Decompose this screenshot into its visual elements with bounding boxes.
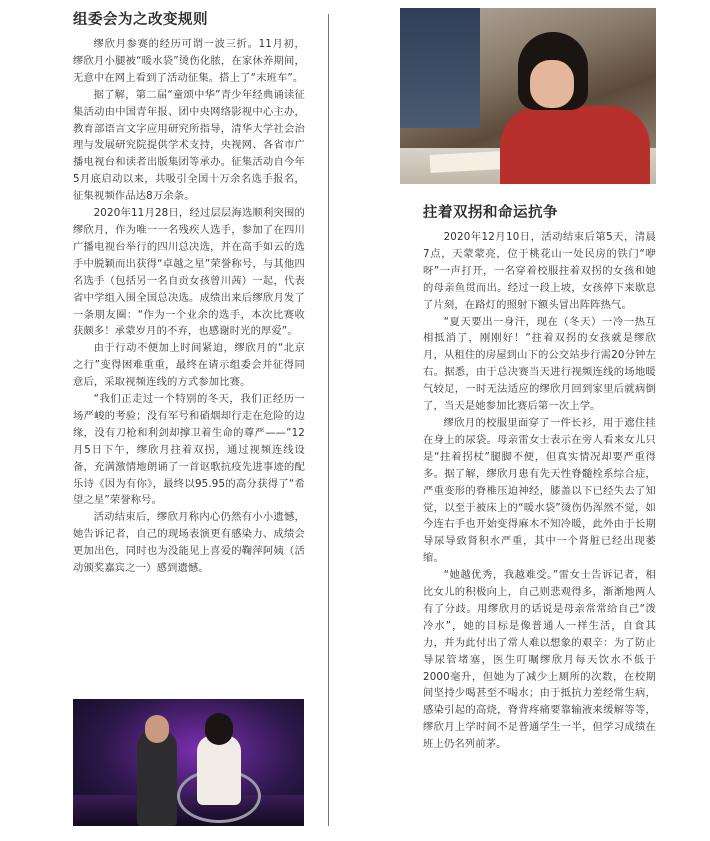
paragraph: “夏天要出一身汗，现在（冬天）一冷一热互相抵消了，刚刚好！”拄着双拐的女孩就是缪欣月，从租住的房屋到山下的公交站步行需20分钟左右。据悉，由于总决赛当天进行视频连线的场地暖气较足，一时无法适应的缪欣月回到家里后就病倒了，当天是她参加比赛后第一次上学。 <box>423 315 656 413</box>
paragraph: 2020年12月10日，活动结束后第5天，清晨7点，天蒙蒙亮，位于桃花山一处民房的铁门“咿呀”一声打开，一名穿着校服拄着双拐的女孩和她的母亲鱼贯而出。经过一段上坡，女孩停下来歇息了片刻，在路灯的照射下额头冒出阵阵热气。 <box>423 231 656 311</box>
paragraph: “我们正走过一个特别的冬天，我们正经历一场严峻的考验；没有军号和硝烟却行走在危险的边缘，没有刀枪和利剑却撑卫着生命的尊严——”12月5日下午，缪欣月拄着双拐，通过视频连线设备，充满激情地朗诵了一首讴歌抗疫先进事迹的配乐诗《因为有你》，最终以95.95的高分获得了“希望之星”荣誉称号。 <box>73 393 305 507</box>
section-heading-rules: 组委会为之改变规则 <box>73 12 208 28</box>
paragraph: 缪欣月参赛的经历可谓一波三折。11月初，缪欣月小腿被“暖水袋”烫伤化脓，在家休养期间，无意中在网上看到了活动征集。搭上了“末班车”。 <box>73 38 305 84</box>
column-divider <box>328 14 329 826</box>
photo-girl-studying <box>400 8 656 184</box>
left-column <box>73 8 305 577</box>
section-heading-crutches: 拄着双拐和命运抗争 <box>423 205 558 221</box>
paragraph: 由于行动不便加上时间紧迫，缪欣月的“北京之行”变得困难重重，最终在请示组委会并征得同意后，采取视频连线的方式参加比赛。 <box>73 342 305 389</box>
paragraph: 缪欣月的校服里面穿了一件长衫，用于遮住挂在身上的尿袋。母亲雷女士表示在旁人看来女儿只是“拄着拐杖”腿脚不便，但真实情况却要严重得多。据了解，缪欣月患有先天性脊髓栓系综合症，严重变形的脊椎压迫神经，膝盖以下已经失去了知觉，以至于被床上的“暖水袋”烫伤仍浑然不觉，如今连右手也开始变得麻木不知冷暖，此外由于长期导尿导致肾积水严重，其中一个肾脏已经出现萎缩。 <box>423 416 656 565</box>
paragraph: 活动结束后，缪欣月称内心仍然有小小遗憾，她告诉记者，自己的现场表演更有感染力、成绩会更加出色，同时也为没能见上喜爱的鞠萍阿姨（活动颁奖嘉宾之一）感到遗憾。 <box>73 511 305 575</box>
right-column <box>423 203 656 753</box>
photo-stage-wheelchair <box>73 699 304 826</box>
paragraph: 2020年11月28日，经过层层海选顺利突围的缪欣月，作为唯一一名残疾人选手，参加了在四川广播电视台举行的四川总决选，并在高手如云的选手中脱颖而出获得“卓越之星”荣誉称号，与其他四名选手（包括另一名自贡女孩曾川茜）一起，代表省中学组入围全国总决选。成绩出来后缪欣月发了一条朋友圈：“作为一个业余的选手，本次比赛收获颇多！承蒙岁月的不弃，也感谢时光的厚爱”。 <box>73 207 305 338</box>
paragraph: 据了解，第二届“童颂中华”青少年经典诵读征集活动由中国青年报、团中央网络影视中心主办，教育部语言文字应用研究所指导，清华大学社会治理与发展研究院提供学术支持，央视网、各省市广播电视台和读者出版集团等承办。征集活动自今年5月底启动以来，共吸引全国十万余名选手报名，征集视频作品达8万余条。 <box>73 88 305 203</box>
paragraph: “她越优秀，我越难受。”雷女士告诉记者，相比女儿的积极向上，自己则悲观得多，渐渐地两人有了分歧。用缪欣月的话说是母亲常常给自己“泼冷水”，她的目标是像普通人一样生活，自食其力，并为此付出了常人难以想象的艰辛：为了防止导尿管堵塞，医生叮嘱缪欣月每天饮水不低于2000毫升，但她为了减少上厕所的次数，在校期间坚持少喝甚至不喝水；由于抵抗力差经常生病，感染引起的高烧，脊背疼痛要靠输液来缓解等等，缪欣月上学时间不足普通学生一半，但学习成绩在班上仍名列前茅。 <box>423 569 656 751</box>
